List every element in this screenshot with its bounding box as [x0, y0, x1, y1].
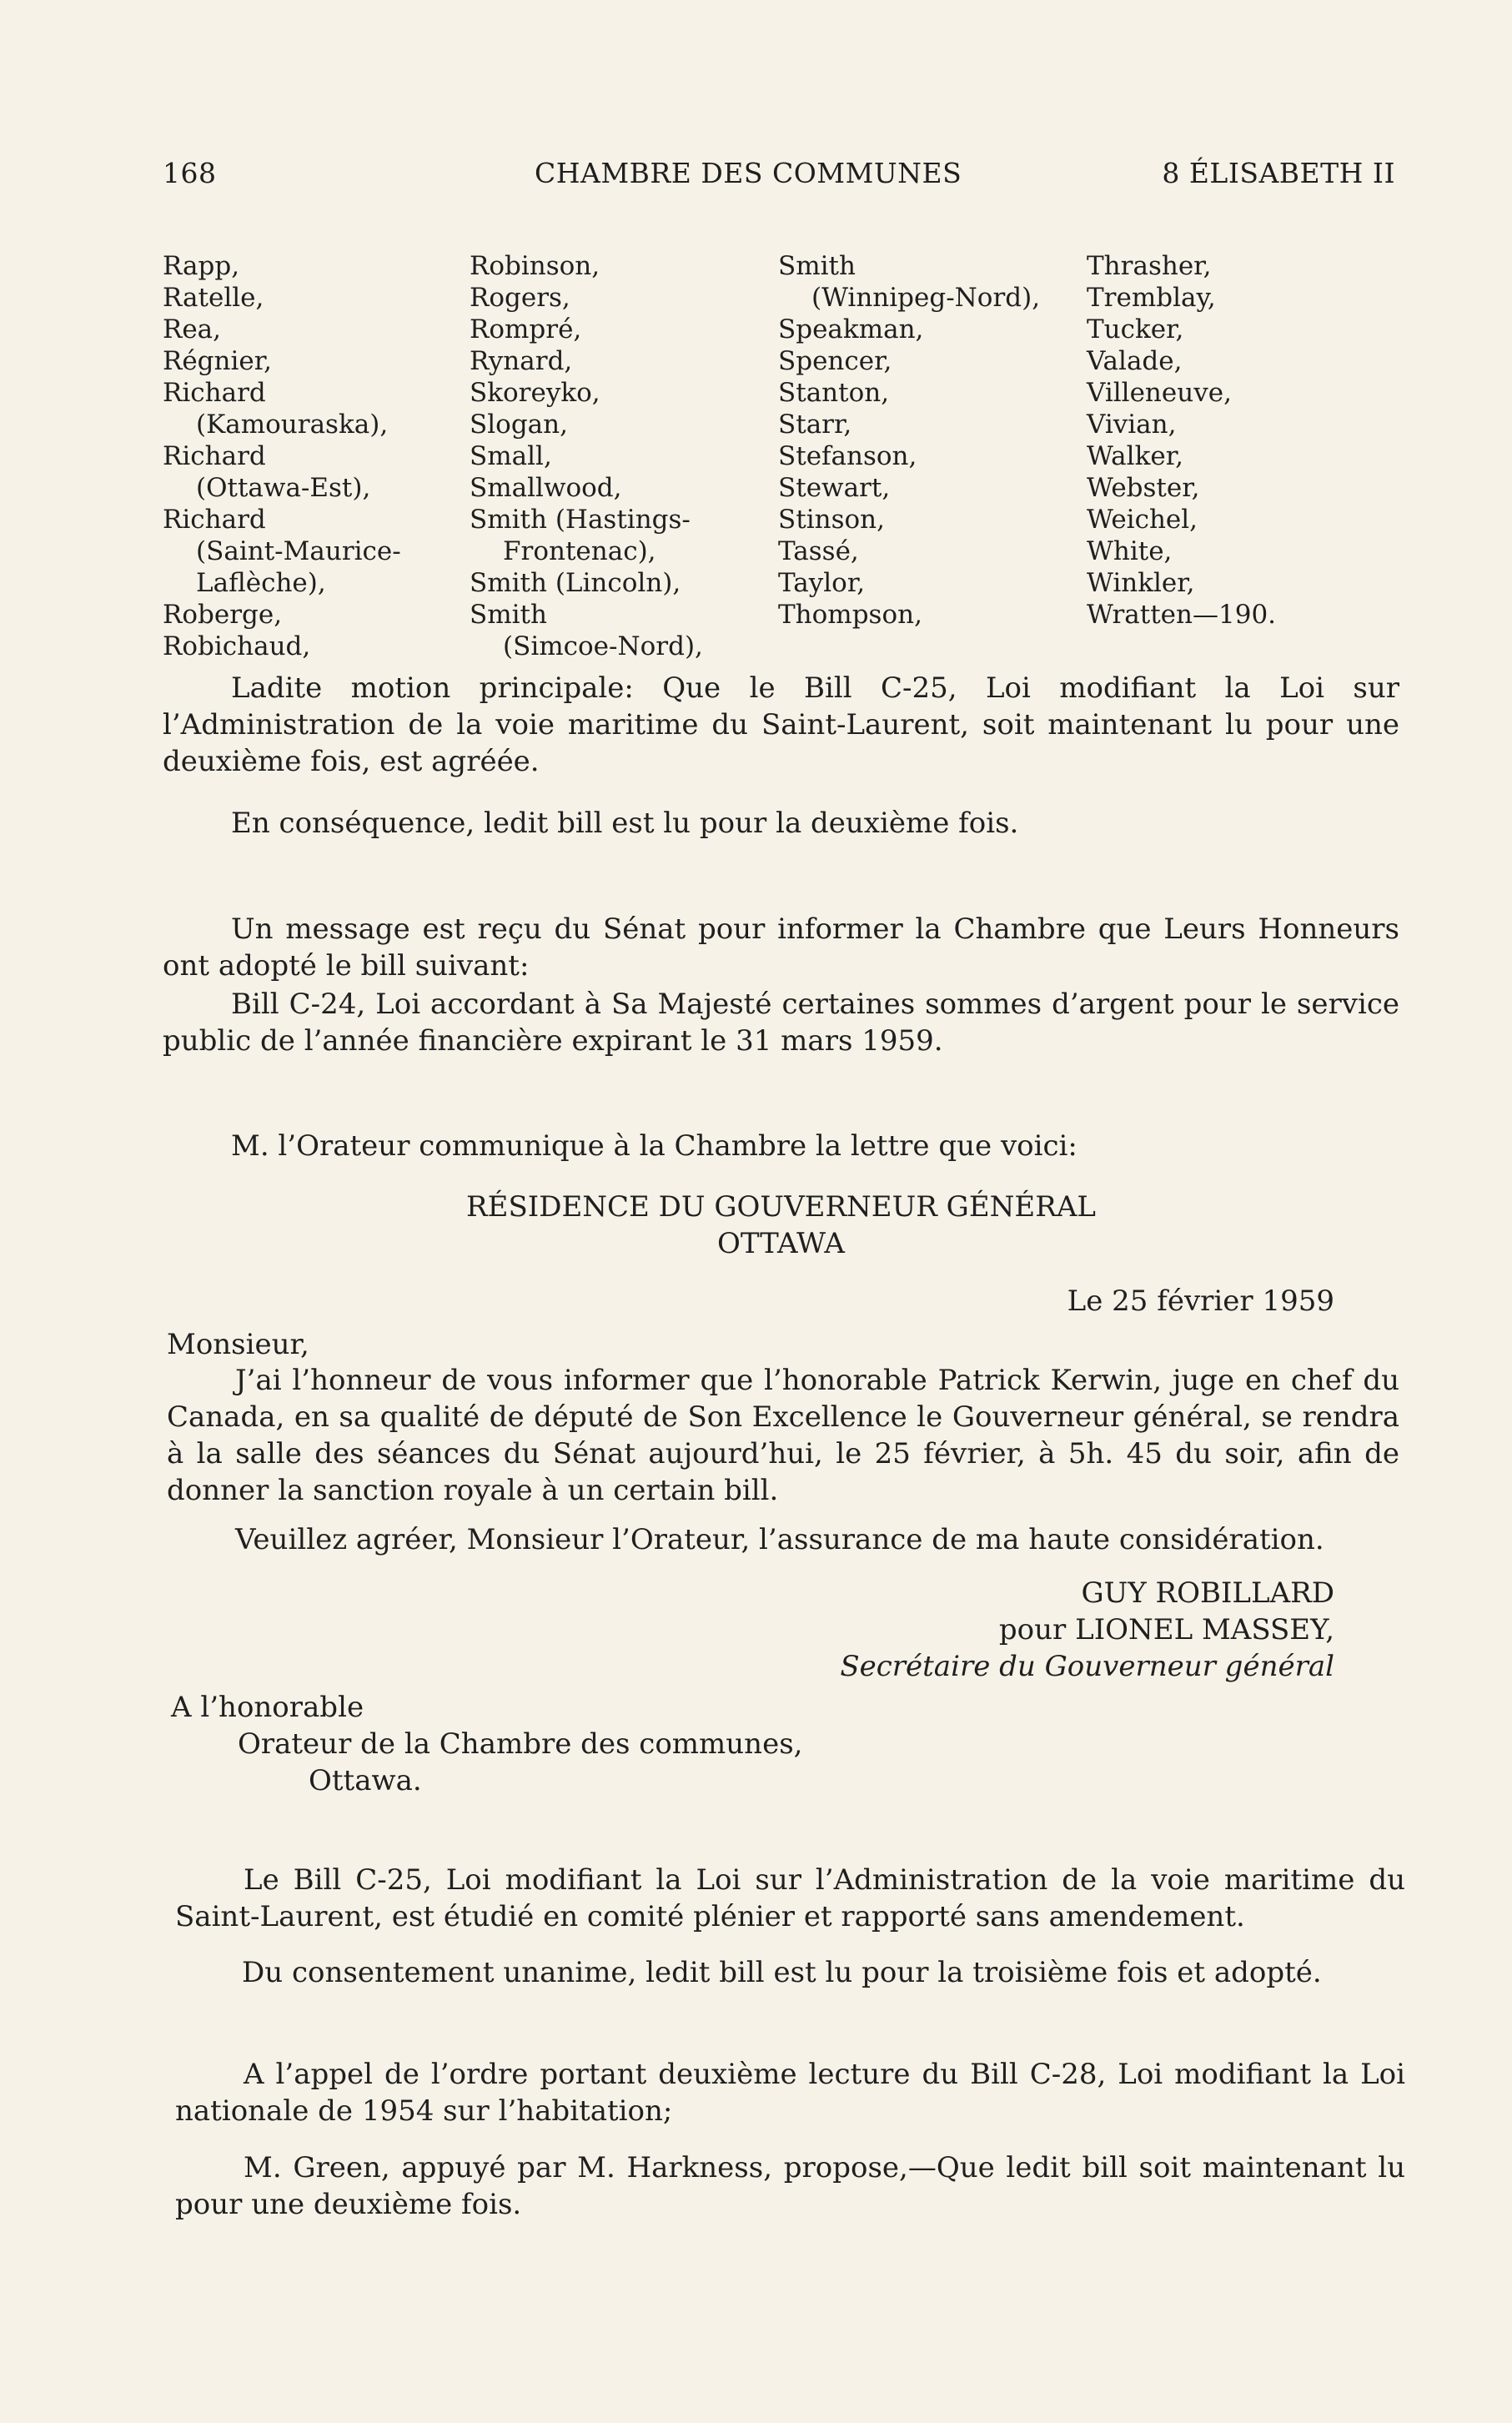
paragraph-bill-c28: A l’appel de l’ordre portant deuxième lecture du Bill C-28, Loi modifiant la Loi nationale de 1954 sur l’habitation;: [175, 2058, 1405, 2128]
list-item: Smith (Lincoln),: [470, 568, 681, 598]
list-item: Speakman,: [778, 314, 924, 344]
list-item: Roberge,: [163, 600, 283, 630]
list-item: Richard: [163, 441, 266, 471]
letter-heading: [163, 1189, 1399, 1262]
list-item: Villeneuve,: [1087, 378, 1232, 408]
vote-column-4: [1087, 250, 1276, 631]
list-item: Richard: [163, 378, 266, 408]
paragraph-senate-message: Un message est reçu du Sénat pour informer la Chambre que Leurs Honneurs ont adopté le bill suivant:: [163, 912, 1399, 983]
list-item: Ratelle,: [163, 283, 264, 313]
list-item: Wratten—190.: [1087, 600, 1277, 630]
list-item: Stanton,: [778, 378, 890, 408]
list-item: Tremblay,: [1087, 283, 1216, 313]
list-item: Winkler,: [1087, 568, 1195, 598]
paragraph-committee: Le Bill C-25, Loi modifiant la Loi sur l’Administration de la voie maritime du Saint-Laurent, est étudié en comité plénier et rapporté sans amendement.: [175, 1863, 1405, 1933]
paragraph-motion-agreed: Ladite motion principale: Que le Bill C-25, Loi modifiant la Loi sur l’Administration de la voie maritime du Saint-Laurent, soit maintenant lu pour une deuxième fois, est agréée.: [163, 671, 1399, 778]
address-line-3: Ottawa.: [309, 1764, 422, 1797]
list-item: Thrasher,: [1087, 251, 1212, 281]
letter-heading-line-2: OTTAWA: [717, 1227, 845, 1260]
list-item: Smith (Hastings-: [470, 505, 691, 535]
letter-heading-line-1: RÉSIDENCE DU GOUVERNEUR GÉNÉRAL: [466, 1190, 1096, 1224]
signature-line-1: GUY ROBILLARD: [1081, 1576, 1334, 1610]
list-item: (Ottawa-Est),: [196, 473, 371, 503]
signature-line-2: pour LIONEL MASSEY,: [998, 1613, 1334, 1646]
list-item: Skoreyko,: [470, 378, 600, 408]
list-item: Slogan,: [470, 410, 568, 440]
letter-closing: Veuillez agréer, Monsieur l’Orateur, l’assurance de ma haute considération.: [235, 1523, 1324, 1556]
letter-body: J’ai l’honneur de vous informer que l’honorable Patrick Kerwin, juge en chef du Canada, en sa qualité de député de Son Excellence le Gouverneur général, se rendra à la salle des séances du Sénat aujourd’hui, le 25 février, à 5h. 45 du soir, afin de donner la sanction royale à un certain bill.: [167, 1364, 1399, 1507]
list-item: Rogers,: [470, 283, 570, 313]
list-item: Smith: [470, 600, 547, 630]
list-item: Rynard,: [470, 346, 573, 376]
address-line-2: Orateur de la Chambre des communes,: [238, 1727, 803, 1761]
list-item: Small,: [470, 441, 552, 471]
paragraph-second-reading: En conséquence, ledit bill est lu pour la deuxième fois.: [231, 807, 1019, 840]
vote-name-list: [163, 250, 1414, 667]
letter-salutation: Monsieur,: [167, 1328, 309, 1361]
letter-address: [171, 1689, 922, 1799]
list-item: Frontenac),: [503, 536, 656, 566]
list-item: White,: [1087, 536, 1173, 566]
address-line-1: A l’honorable: [171, 1691, 364, 1724]
list-item: Richard: [163, 505, 266, 535]
page-number: 168: [163, 157, 217, 189]
paragraph-speaker-letter: M. l’Orateur communique à la Chambre la lettre que voici:: [231, 1129, 1077, 1163]
list-item: Smallwood,: [470, 473, 622, 503]
list-item: (Kamouraska),: [196, 410, 389, 440]
list-item: Weichel,: [1087, 505, 1198, 535]
signature-line-3: Secrétaire du Gouverneur général: [840, 1650, 1334, 1683]
list-item: Spencer,: [778, 346, 892, 376]
paragraph-green-motion: M. Green, appuyé par M. Harkness, propose,—Que ledit bill soit maintenant lu pour une deuxième fois.: [175, 2151, 1405, 2221]
letter-signature: [667, 1575, 1334, 1685]
list-item: Valade,: [1087, 346, 1183, 376]
list-item: Régnier,: [163, 346, 273, 376]
list-item: Rea,: [163, 314, 222, 344]
list-item: (Saint-Maurice-: [196, 536, 401, 566]
list-item: Starr,: [778, 410, 852, 440]
list-item: (Simcoe-Nord),: [503, 631, 703, 661]
list-item: Thompson,: [778, 600, 922, 630]
list-item: Robinson,: [470, 251, 600, 281]
list-item: Smith: [778, 251, 856, 281]
list-item: Walker,: [1087, 441, 1183, 471]
list-item: Vivian,: [1087, 410, 1177, 440]
list-item: Tucker,: [1087, 314, 1184, 344]
vote-column-1: [163, 250, 401, 662]
letter-date: Le 25 février 1959: [1067, 1284, 1334, 1318]
vote-column-3: [778, 250, 1040, 631]
reign-year: 8 ÉLISABETH II: [1162, 157, 1395, 189]
list-item: Stefanson,: [778, 441, 917, 471]
list-item: Stinson,: [778, 505, 885, 535]
vote-column-2: [470, 250, 703, 662]
list-item: (Winnipeg-Nord),: [811, 283, 1041, 313]
list-item: Stewart,: [778, 473, 891, 503]
list-item: Rompré,: [470, 314, 582, 344]
paragraph-bill-c24: Bill C-24, Loi accordant à Sa Majesté certaines sommes d’argent pour le service public de l’année financière expirant le 31 mars 1959.: [163, 988, 1399, 1058]
list-item: Taylor,: [778, 568, 866, 598]
list-item: Laflèche),: [196, 568, 326, 598]
page-header: [163, 157, 1395, 199]
list-item: Tassé,: [778, 536, 859, 566]
paragraph-third-reading: Du consentement unanime, ledit bill est lu pour la troisième fois et adopté.: [242, 1956, 1322, 1989]
list-item: Webster,: [1087, 473, 1200, 503]
list-item: Robichaud,: [163, 631, 311, 661]
running-title: CHAMBRE DES COMMUNES: [535, 157, 962, 189]
list-item: Rapp,: [163, 251, 240, 281]
